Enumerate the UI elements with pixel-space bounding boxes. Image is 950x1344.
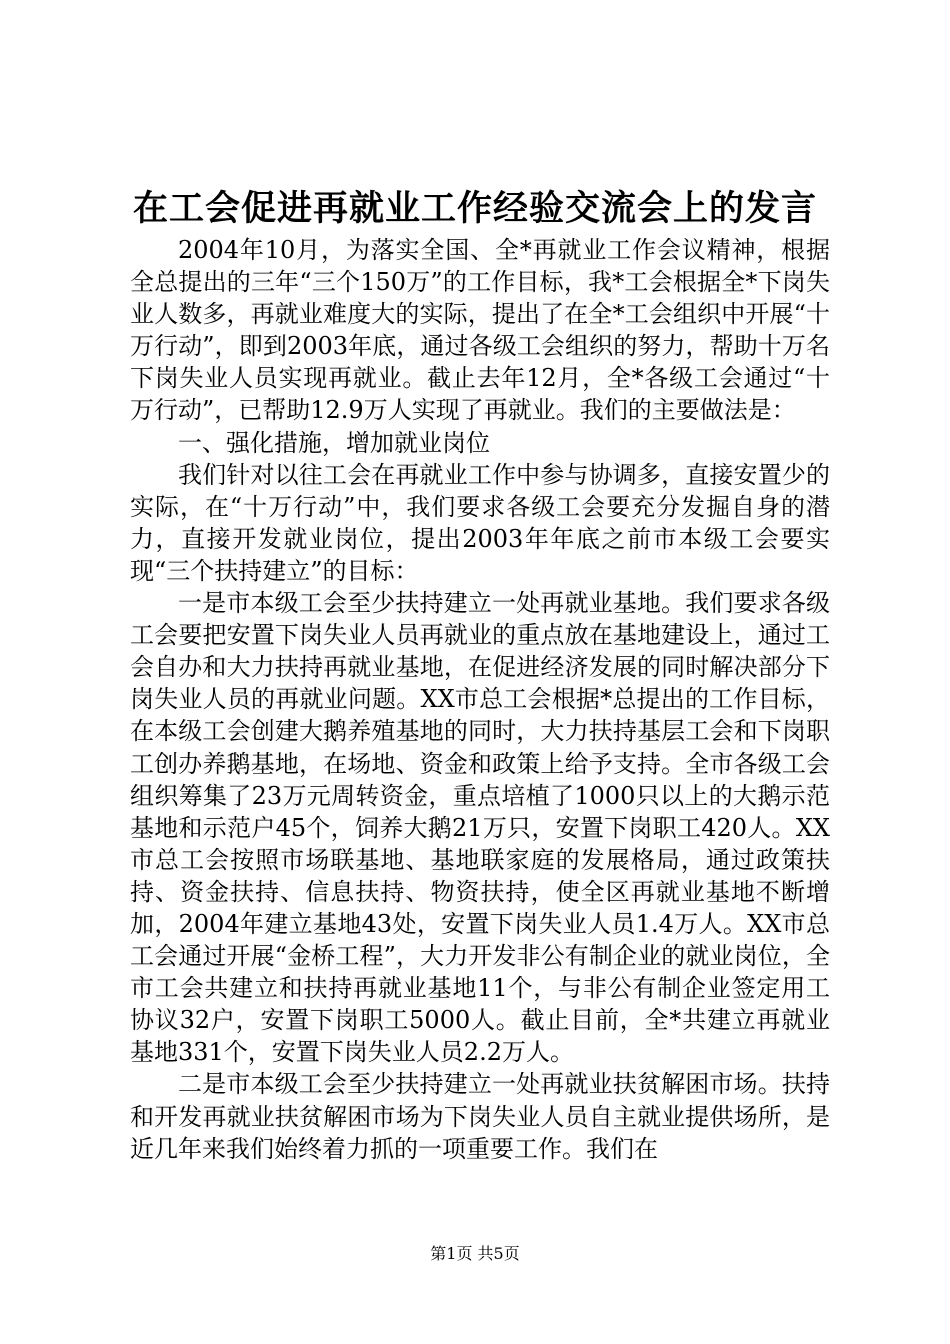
- paragraph-measures: 我们针对以往工会在再就业工作中参与协调多，直接安置少的实际，在“十万行动”中，我们要求各级工会要充分发掘自身的潜力，直接开发就业岗位，提出2003年年底之前市本级工会要实现“三个扶持建立”的目标：: [130, 460, 830, 585]
- document-body: [130, 234, 830, 1165]
- paragraph-point-two: 二是市本级工会至少扶持建立一处再就业扶贫解困市场。扶持和开发再就业扶贫解困市场为下岗失业人员自主就业提供场所，是近几年来我们始终着力抓的一项重要工作。我们在: [130, 1070, 830, 1163]
- paragraph-point-one: 一是市本级工会至少扶持建立一处再就业基地。我们要求各级工会要把安置下岗失业人员再就业的重点放在基地建设上，通过工会自办和大力扶持再就业基地，在促进经济发展的同时解决部分下岗失业人员的再就业问题。XX市总工会根据*总提出的工作目标，在本级工会创建大鹅养殖基地的同时，大力扶持基层工会和下岗职工创办养鹅基地，在场地、资金和政策上给予支持。全市各级工会组织筹集了23万元周转资金，重点培植了1000只以上的大鹅示范基地和示范户45个，饲养大鹅21万只，安置下岗职工420人。XX市总工会按照市场联基地、基地联家庭的发展格局，通过政策扶持、资金扶持、信息扶持、物资扶持，使全区再就业基地不断增加，2004年建立基地43处，安置下岗失业人员1.4万人。XX市总工会通过开展“金桥工程”，大力开发非公有制企业的就业岗位，全市工会共建立和扶持再就业基地11个，与非公有制企业签定用工协议32户，安置下岗职工5000人。截止目前，全*共建立再就业基地331个，安置下岗失业人员2.2万人。: [130, 589, 830, 1067]
- document-title: 在工会促进再就业工作经验交流会上的发言: [132, 189, 817, 229]
- section-heading-1: 一、强化措施，增加就业岗位: [178, 428, 490, 457]
- page-number-footer: 第1页 共5页: [430, 1244, 520, 1263]
- paragraph-intro: 2004年10月，为落实全国、全*再就业工作会议精神，根据全总提出的三年“三个150万”的工作目标，我*工会根据全*下岗失业人数多，再就业难度大的实际，提出了在全*工会组织中开展“十万行动”，即到2003年底，通过各级工会组织的努力，帮助十万名下岗失业人员实现再就业。截止去年12月，全*各级工会通过“十万行动”，已帮助12.9万人实现了再就业。我们的主要做法是：: [130, 236, 830, 425]
